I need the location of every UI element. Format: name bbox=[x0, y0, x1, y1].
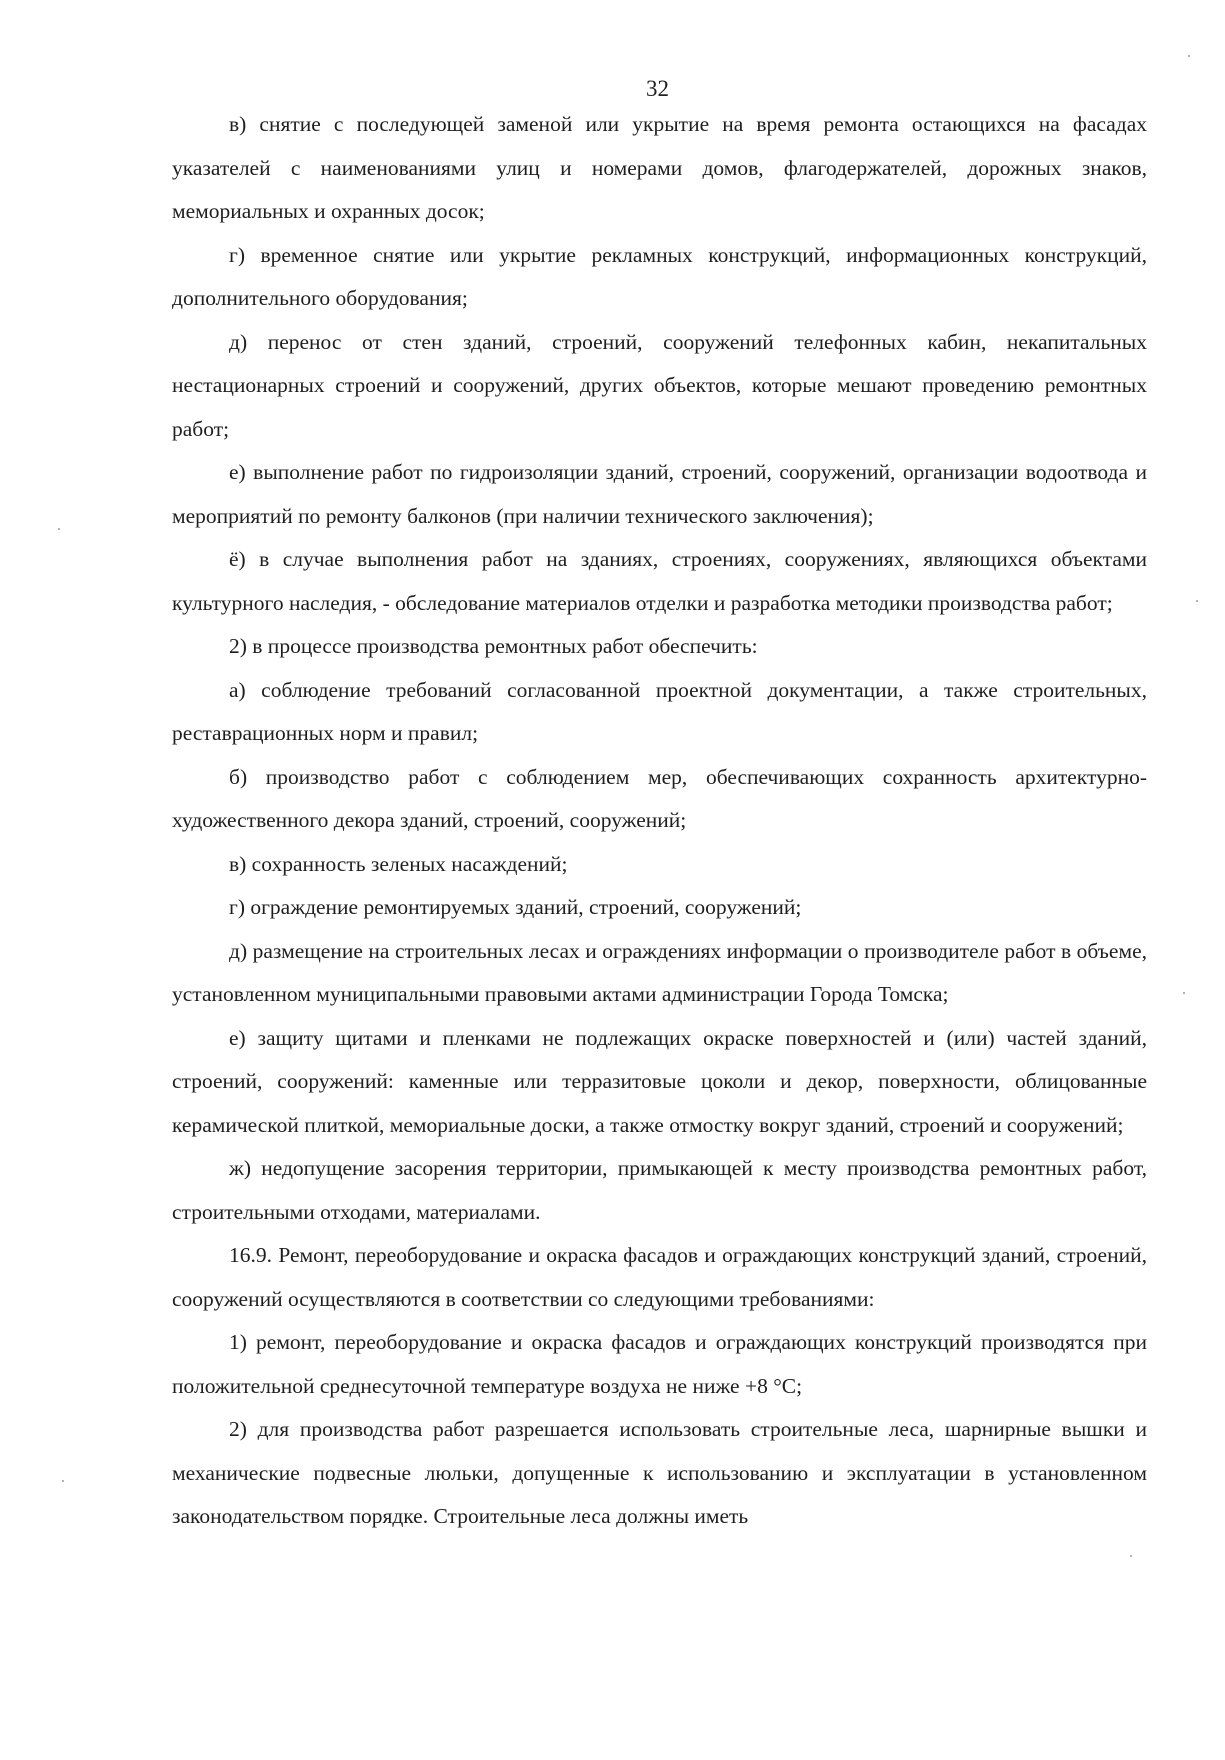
paragraph-zh-littering: ж) недопущение засорения территории, примыкающей к месту производства ремонтных работ, строительными отходами, материалами. bbox=[172, 1156, 1147, 1224]
scan-speck bbox=[1183, 992, 1185, 994]
document-body bbox=[172, 103, 1147, 1539]
scan-speck bbox=[62, 1480, 64, 1482]
page-number: 32 bbox=[646, 76, 669, 101]
paragraph-d-information: д) размещение на строительных лесах и ограждениях информации о производителе работ в объеме, установленном муниципальными правовыми актами администрации Города Томска; bbox=[172, 938, 1147, 1006]
paragraph-e-waterproofing: е) выполнение работ по гидроизоляции зданий, строений, сооружений, организации водоотвода и мероприятий по ремонту балконов (при наличии технического заключения); bbox=[172, 460, 1147, 528]
paragraph-g-fencing: г) ограждение ремонтируемых зданий, строений, сооружений; bbox=[229, 895, 802, 919]
paragraph-16-9: 16.9. Ремонт, переоборудование и окраска фасадов и ограждающих конструкций зданий, строений, сооружений осуществляются в соответствии со следующими требованиями: bbox=[172, 1243, 1147, 1311]
scan-speck bbox=[1196, 600, 1198, 602]
scan-speck bbox=[1188, 55, 1190, 57]
paragraph-2-scaffolding: 2) для производства работ разрешается использовать строительные леса, шарнирные вышки и механические подвесные люльки, допущенные к использованию и эксплуатации в установленном законодательством порядке. Строительные леса должны иметь bbox=[172, 1417, 1147, 1528]
paragraph-b-decor: б) производство работ с соблюдением мер, обеспечивающих сохранность архитектурно-художественного декора зданий, строений, сооружений; bbox=[172, 764, 1147, 832]
paragraph-v-removal: в) снятие с последующей заменой или укрытие на время ремонта остающихся на фасадах указателей с наименованиями улиц и номерами домов, флагодержателей, дорожных знаков, мемориальных и охранных досок; bbox=[172, 112, 1147, 223]
scan-speck bbox=[58, 528, 60, 530]
paragraph-g-advertising: г) временное снятие или укрытие рекламных конструкций, информационных конструкций, дополнительного оборудования; bbox=[172, 242, 1147, 310]
paragraph-1-temperature: 1) ремонт, переоборудование и окраска фасадов и ограждающих конструкций производятся при положительной среднесуточной температуре воздуха не ниже +8 °С; bbox=[172, 1330, 1147, 1398]
paragraph-e-protection: е) защиту щитами и пленками не подлежащих окраске поверхностей и (или) частей зданий, строений, сооружений: каменные или терразитовые цоколи и декор, поверхности, облицованные керамической плиткой, мемориальные доски, а также отмостку вокруг зданий, строений и сооружений; bbox=[172, 1025, 1147, 1137]
paragraph-a-compliance: а) соблюдение требований согласованной проектной документации, а также строительных, реставрационных норм и правил; bbox=[172, 677, 1147, 745]
paragraph-v-greenery: в) сохранность зеленых насаждений; bbox=[229, 851, 568, 876]
scan-speck bbox=[1130, 1555, 1132, 1557]
paragraph-2-process: 2) в процессе производства ремонтных работ обеспечить: bbox=[229, 634, 758, 658]
paragraph-d-relocation: д) перенос от стен зданий, строений, сооружений телефонных кабин, некапитальных нестационарных строений и сооружений, других объектов, которые мешают проведению ремонтных работ; bbox=[172, 329, 1147, 441]
paragraph-yo-heritage: ё) в случае выполнения работ на зданиях, строениях, сооружениях, являющихся объектами культурного наследия, - обследование материалов отделки и разработка методики производства работ; bbox=[172, 547, 1147, 615]
